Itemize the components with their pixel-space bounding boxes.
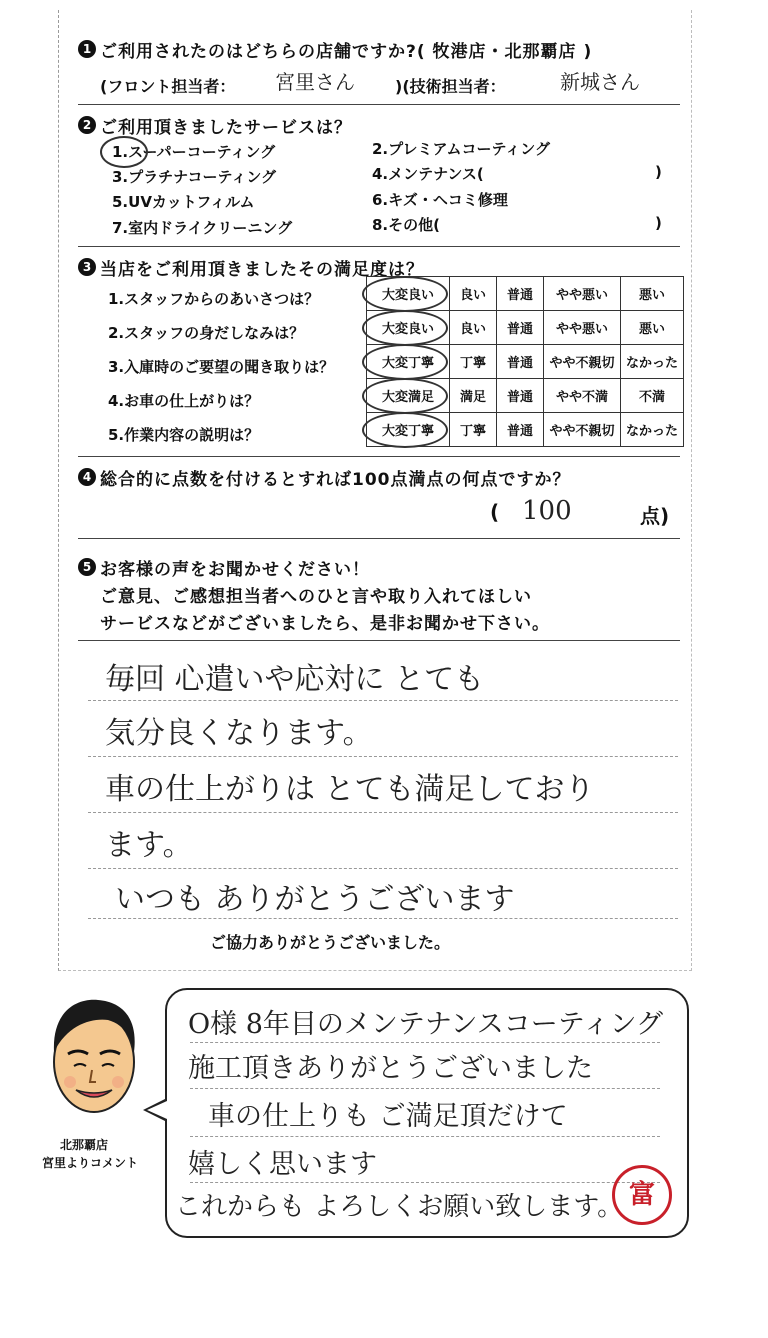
q3-question: 当店をご利用頂きましたその満足度は？ xyxy=(100,260,424,280)
name-stamp: 富 xyxy=(612,1165,672,1225)
option-cell: 大変良い xyxy=(367,277,450,311)
option-cell: やや悪い xyxy=(544,277,621,311)
option-cell: 大変丁寧 xyxy=(367,413,450,447)
option-cell: 普通 xyxy=(497,277,544,311)
q5-line2: ご意見、ご感想担当者へのひと言や取り入れてほしい xyxy=(100,587,532,607)
option-cell: やや悪い xyxy=(544,311,621,345)
divider xyxy=(78,456,680,457)
option-cell: 普通 xyxy=(497,345,544,379)
q2-question: ご利用頂きましたサービスは？ xyxy=(100,118,352,138)
q3-row-1-label: 1.スタッフからのあいさつは？ xyxy=(108,290,320,308)
q3-row-2-label: 2.スタッフの身だしなみは？ xyxy=(108,324,305,342)
q1-front-value: 宮里さん xyxy=(275,70,355,94)
service-4: 4.メンテナンス( xyxy=(372,165,484,183)
comment-line: 気分良くなります。 xyxy=(105,716,373,751)
selection-circle xyxy=(362,412,448,448)
writing-line xyxy=(88,756,678,758)
q5-question: お客様の声をお聞かせください！ xyxy=(100,560,370,580)
service-1: 1.スーパーコーティング xyxy=(112,143,276,161)
q5-line3: サービスなどがございましたら、是非お聞かせ下さい。 xyxy=(100,614,550,634)
divider xyxy=(78,640,680,641)
q3-row-3-label: 3.入庫時のご要望の聞き取りは？ xyxy=(108,358,335,376)
q3-row-4-label: 4.お車の仕上がりは？ xyxy=(108,392,260,410)
option-cell: 丁寧 xyxy=(450,345,497,379)
service-7: 7.室内ドライクリーニング xyxy=(112,219,293,237)
from-caption: 宮里よりコメント xyxy=(42,1156,139,1170)
q5-number: 5 xyxy=(78,558,96,576)
option-cell: 大変良い xyxy=(367,311,450,345)
option-cell: なかった xyxy=(621,413,684,447)
writing-line xyxy=(190,1182,660,1184)
selection-circle xyxy=(362,276,448,312)
reply-line: 施工頂きありがとうございました xyxy=(188,1053,593,1084)
reply-line: 嬉しく思います xyxy=(188,1149,377,1180)
option-cell: やや不満 xyxy=(544,379,621,413)
service-8-close: ) xyxy=(655,214,662,232)
q1-number: 1 xyxy=(78,40,96,58)
divider xyxy=(78,246,680,247)
reply-line: 車の仕上りも ご満足頂だけて xyxy=(208,1101,568,1132)
comment-line: いつも ありがとうございます xyxy=(115,882,515,917)
option-cell: 丁寧 xyxy=(450,413,497,447)
option-cell: やや不親切 xyxy=(544,345,621,379)
option-cell: 普通 xyxy=(497,311,544,345)
comment-line: ます。 xyxy=(105,828,193,863)
selection-circle xyxy=(362,378,448,414)
q3-number: 3 xyxy=(78,258,96,276)
reply-line: O様 8年目のメンテナンスコーティング xyxy=(188,1009,664,1040)
reply-line: これからも よろしくお願い致します。 xyxy=(175,1192,624,1222)
option-cell: なかった xyxy=(621,345,684,379)
service-6: 6.キズ・ヘコミ修理 xyxy=(372,191,508,209)
thanks-text: ご協力ありがとうございました。 xyxy=(210,933,451,952)
service-4-close: ) xyxy=(655,163,662,181)
q1-tech-value: 新城さん xyxy=(560,70,640,94)
service-8: 8.その他( xyxy=(372,216,440,234)
q1-tech-label: )(技術担当者： xyxy=(395,77,506,96)
q1-question: ご利用されたのはどちらの店舗ですか?( 牧港店・北那覇店 ) xyxy=(100,42,593,62)
option-cell: 大変丁寧 xyxy=(367,345,450,379)
staff-avatar xyxy=(38,990,148,1130)
bubble-tail-inner xyxy=(147,1101,167,1119)
q2-number: 2 xyxy=(78,116,96,134)
option-cell: 普通 xyxy=(497,413,544,447)
service-5: 5.UVカットフィルム xyxy=(112,193,255,211)
q4-score: 100 xyxy=(522,496,572,526)
comment-line: 車の仕上がりは とても満足しており xyxy=(105,772,595,807)
option-cell: 良い xyxy=(450,311,497,345)
option-cell: 不満 xyxy=(621,379,684,413)
option-cell: 満足 xyxy=(450,379,497,413)
q4-open-paren: ( xyxy=(490,500,500,524)
selection-circle xyxy=(362,344,448,380)
option-cell: 悪い xyxy=(621,277,684,311)
option-cell: 悪い xyxy=(621,311,684,345)
divider xyxy=(78,538,680,539)
q1-front-label: (フロント担当者： xyxy=(100,77,236,96)
divider xyxy=(78,104,680,105)
writing-line xyxy=(88,812,678,814)
q4-unit: 点) xyxy=(640,504,670,528)
selection-circle xyxy=(362,310,448,346)
store-caption: 北那覇店 xyxy=(60,1138,109,1152)
writing-line xyxy=(88,918,678,920)
writing-line xyxy=(190,1088,660,1090)
writing-line xyxy=(190,1042,660,1044)
q4-question: 総合的に点数を付けるとすれば100点満点の何点ですか？ xyxy=(100,470,571,490)
option-cell: 普通 xyxy=(497,379,544,413)
service-3: 3.プラチナコーティング xyxy=(112,168,277,186)
writing-line xyxy=(190,1136,660,1138)
service-1-circle xyxy=(100,136,148,168)
option-cell: 大変満足 xyxy=(367,379,450,413)
q3-row-5-label: 5.作業内容の説明は？ xyxy=(108,426,260,444)
service-2: 2.プレミアムコーティング xyxy=(372,140,550,158)
option-cell: 良い xyxy=(450,277,497,311)
writing-line xyxy=(88,700,678,702)
option-cell: やや不親切 xyxy=(544,413,621,447)
comment-line: 毎回 心遣いや応対に とても xyxy=(105,662,485,697)
writing-line xyxy=(88,868,678,870)
q4-number: 4 xyxy=(78,468,96,486)
